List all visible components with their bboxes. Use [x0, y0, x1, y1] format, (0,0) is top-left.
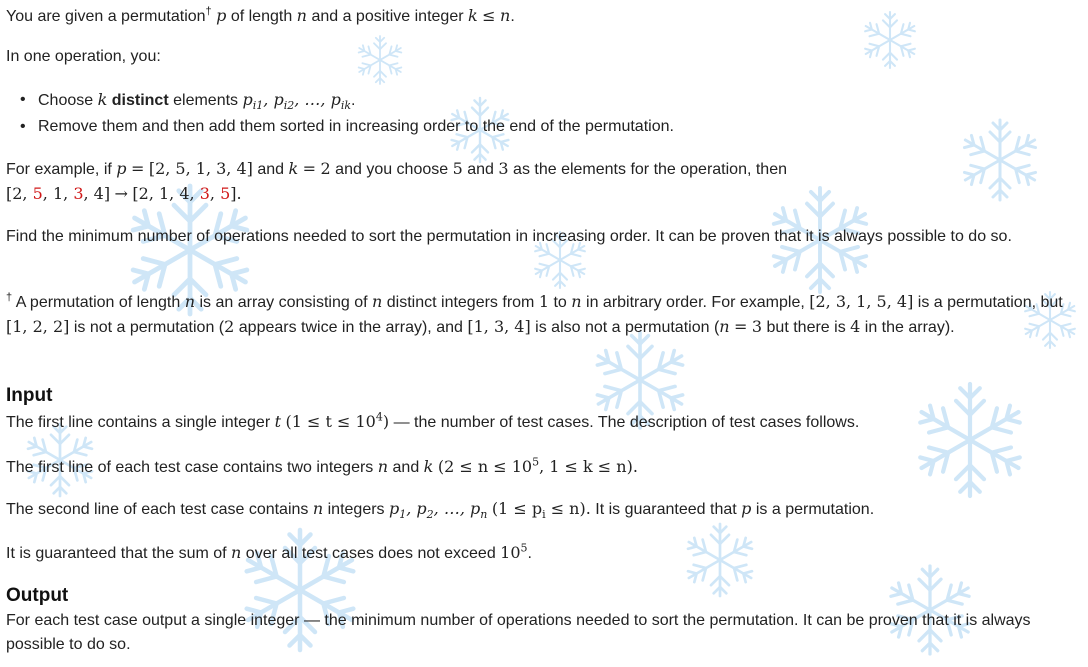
- output-paragraph: [6, 609, 1082, 657]
- intro-text: You are given a permutation: [6, 8, 206, 25]
- input-text: The second line of each test case contains: [6, 501, 309, 518]
- math-n: n: [372, 292, 383, 311]
- math-leq: ≤: [482, 6, 496, 25]
- math-n: n: [719, 317, 730, 336]
- math-number: 4: [850, 317, 861, 336]
- math-number: 2: [320, 159, 331, 178]
- math-k: k: [423, 457, 434, 476]
- math-n: n: [184, 292, 196, 311]
- math-p: p: [216, 6, 227, 25]
- footnote-text: is an array consisting of: [199, 294, 368, 311]
- footnote-paragraph: [6, 290, 1082, 340]
- input-text: and: [392, 459, 420, 476]
- math-k: k: [97, 90, 108, 109]
- math-range: $(1 \le t \le 10^4)$: [285, 410, 390, 431]
- task-text: Find the minimum number of operations needed to sort the permutation in increasing order. It can be proven that it is always possible to do so.: [6, 228, 1012, 245]
- example-before-array: [2, 5, 1, 3, 4]: [6, 184, 111, 203]
- math-array: [1, 3, 4]: [467, 317, 531, 336]
- input-text: is a permutation.: [755, 501, 875, 518]
- example-text: as the elements for the operation, then: [513, 161, 787, 178]
- input-text: It is guaranteed that the sum of: [6, 545, 227, 562]
- math-number: 1: [538, 292, 550, 311]
- input-heading: Input: [6, 385, 53, 406]
- intro-text: and a positive integer: [311, 8, 464, 25]
- math-n: n: [231, 543, 242, 562]
- footnote-text: in the array).: [864, 319, 955, 336]
- math-number: 3: [751, 317, 763, 336]
- example-text: and: [257, 161, 285, 178]
- intro-text: of length: [230, 8, 293, 25]
- math-n: n: [296, 6, 307, 25]
- input-text: integers: [327, 501, 385, 518]
- example-paragraph: [6, 157, 1082, 207]
- footnote-text: A permutation of length: [15, 294, 181, 311]
- operation-lead: [6, 45, 1082, 69]
- math-number: 2: [224, 317, 235, 336]
- math-sequence: $p_1$, $p_2$, …, $p_n$: [389, 499, 488, 522]
- bullet-text: Choose: [38, 92, 94, 109]
- math-n: n: [312, 499, 324, 518]
- math-n: n: [500, 6, 511, 25]
- intro-paragraph: You are given a permutation† p of length n and a positive integer k ≤ n.: [6, 5, 515, 25]
- input-line-3: [6, 497, 1082, 522]
- bullet-icon: •: [20, 91, 26, 108]
- footnote-text: to: [553, 294, 567, 311]
- input-text: over all test cases does not exceed: [245, 545, 496, 562]
- math-indices: $p_{i1}$, $p_{i2}$, …, $p_{ik}$: [242, 90, 351, 113]
- bold-distinct: distinct: [111, 92, 169, 109]
- bullet-text: Remove them and then add them sorted in increasing order to the end of the permutation.: [38, 118, 674, 135]
- list-item: [6, 115, 674, 142]
- input-text: The first line contains a single integer: [6, 414, 271, 431]
- footnote-text: appears twice in the array), and: [238, 319, 463, 336]
- input-line-4: It is guaranteed that the sum of n over all test cases does not exceed $10^5$.: [6, 541, 532, 562]
- footnote-mark: †: [205, 5, 212, 18]
- input-line-2: [6, 455, 1082, 480]
- footnote-text: distinct integers from: [386, 294, 535, 311]
- math-array: [2, 5, 1, 3, 4]: [148, 159, 253, 178]
- example-text: For example, if: [6, 161, 112, 178]
- footnote-text: but there is: [766, 319, 846, 336]
- math-k: k: [288, 159, 299, 178]
- math-range: ($2 \le n \le 10^5$, 1 ≤ k ≤ n).: [437, 455, 638, 476]
- input-text: — the number of test cases. The description of test cases follows.: [393, 414, 860, 431]
- input-text: It is guaranteed that: [595, 501, 737, 518]
- footnote-text: is also not a permutation (: [535, 319, 720, 336]
- example-text: and: [467, 161, 494, 178]
- input-line-1: [6, 410, 1082, 435]
- footnote-text: is a permutation, but: [917, 294, 1063, 311]
- math-number: 3: [498, 159, 509, 178]
- math-n: n: [377, 457, 389, 476]
- example-after-array: [2, 1, 4, 3, 5].: [132, 184, 242, 203]
- math-eq: =: [734, 317, 748, 336]
- footnote-text: is not a permutation (: [73, 319, 225, 336]
- example-text: and you choose: [335, 161, 449, 178]
- math-eq: =: [302, 159, 317, 178]
- output-text: For each test case output a single integer — the minimum number of operations needed to sort the permutation. It can be proven that it is always possible to do so.: [6, 612, 1031, 653]
- math-p: p: [741, 499, 752, 518]
- math-p: p: [116, 159, 127, 178]
- math-k: k: [468, 6, 478, 25]
- math-array: [1, 2, 2]: [6, 317, 70, 336]
- input-text: The first line of each test case contains two integers: [6, 459, 374, 476]
- output-heading: Output: [6, 585, 69, 606]
- operation-list: [6, 88, 674, 142]
- math-array: [2, 3, 1, 5, 4]: [809, 292, 914, 311]
- arrow-icon: →: [114, 184, 128, 203]
- math-number: 5: [452, 159, 463, 178]
- math-range: $(1 \le p_i \le n)$.: [491, 499, 591, 522]
- bullet-text: elements: [173, 92, 239, 109]
- list-item: • Choose k distinct elements $p_{i1}$, $p_{i2}$, …, $p_{ik}$.: [20, 90, 356, 113]
- math-bound: $10^5$: [500, 541, 528, 562]
- bullet-icon: •: [20, 118, 26, 135]
- math-n: n: [571, 292, 582, 311]
- operation-lead-text: In one operation, you:: [6, 48, 161, 65]
- math-eq: =: [130, 159, 145, 178]
- footnote-text: in arbitrary order. For example,: [586, 294, 805, 311]
- math-t: t: [274, 412, 282, 431]
- task-paragraph: [6, 225, 1082, 249]
- footnote-mark: †: [6, 291, 13, 304]
